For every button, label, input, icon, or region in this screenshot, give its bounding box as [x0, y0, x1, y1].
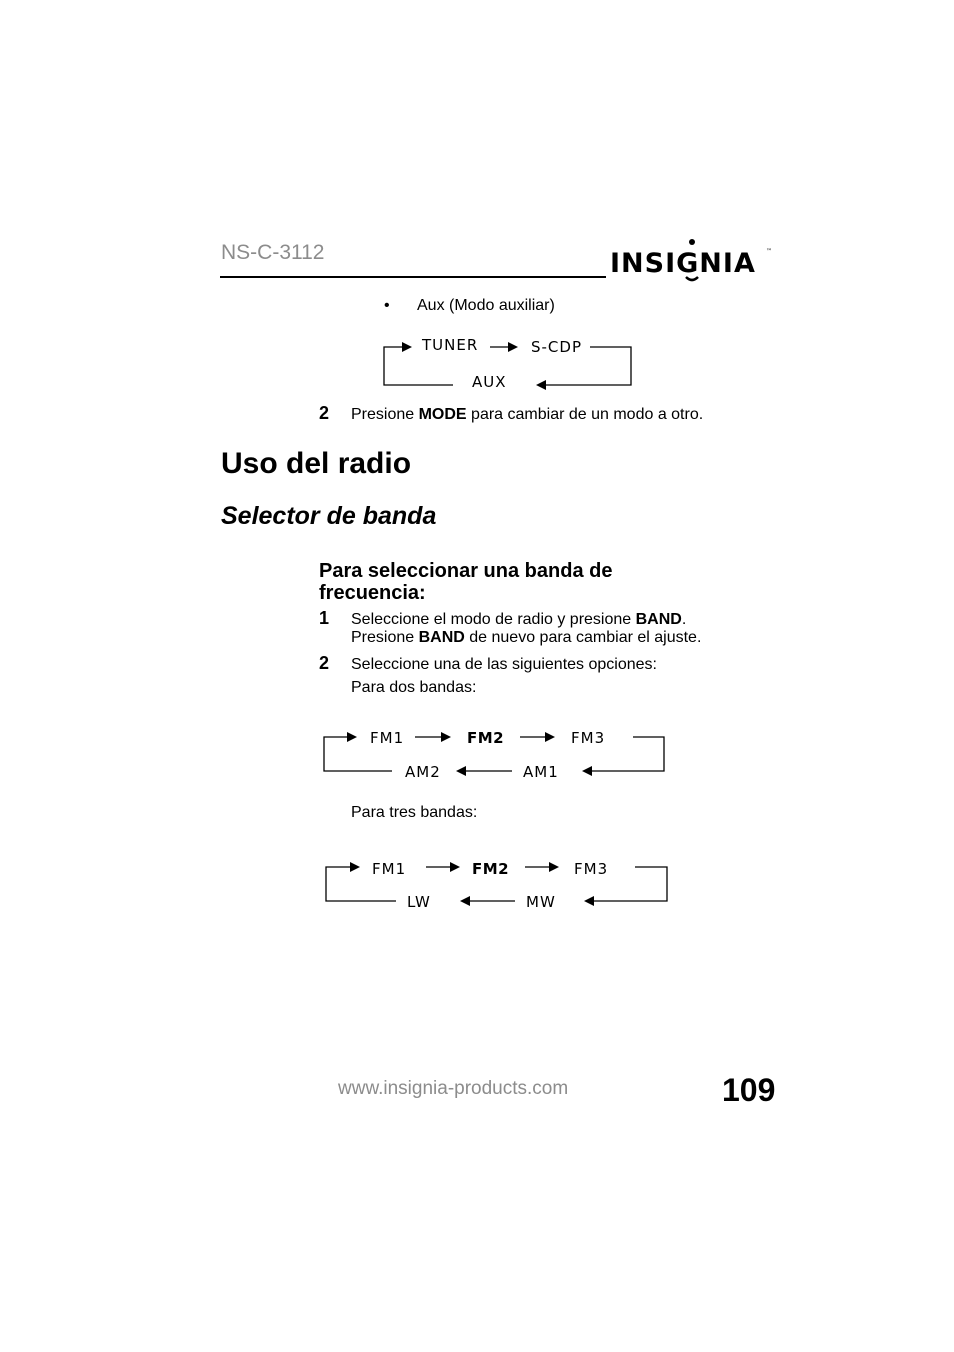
- step-1-line-2-bold: BAND: [418, 629, 465, 646]
- three-bands-node-fm1: FM1: [372, 860, 407, 878]
- insignia-logo: [610, 238, 775, 284]
- step-2-text: Seleccione una de las siguientes opciones:: [351, 656, 657, 673]
- svg-text:™: ™: [766, 248, 772, 255]
- step-1-line-2-before: Presione: [351, 629, 419, 646]
- three-bands-label: Para tres bandas:: [351, 804, 478, 821]
- step-1-line-1: [351, 611, 771, 629]
- three-bands-node-mw: MW: [526, 893, 556, 911]
- subsection-title: Selector de banda: [221, 502, 437, 530]
- step-1-line-1-before: Seleccione el modo de radio y presione: [351, 611, 636, 628]
- mode-step-text-before: Presione: [351, 406, 419, 423]
- model-number: NS-C-3112: [221, 241, 325, 264]
- bullet-aux-text: Aux (Modo auxiliar): [417, 297, 555, 314]
- mode-step-text: [351, 406, 703, 424]
- two-bands-label: Para dos bandas:: [351, 679, 477, 696]
- diagram-node-tuner: TUNER: [422, 336, 479, 354]
- svg-text:INSIGNIA: INSIGNIA: [610, 248, 756, 279]
- footer-website: www.insignia-products.com: [338, 1078, 569, 1099]
- section-title: Uso del radio: [221, 447, 412, 480]
- step-1-number: 1: [319, 608, 330, 628]
- step-1-line-1-bold: BAND: [635, 611, 682, 628]
- two-bands-node-am1: AM1: [523, 763, 559, 781]
- two-bands-diagram: [320, 722, 672, 784]
- step-1-line-2: [351, 629, 771, 647]
- bullet-marker: •: [384, 297, 390, 314]
- two-bands-node-fm1: FM1: [370, 729, 405, 747]
- mode-step-bold: MODE: [418, 406, 467, 423]
- three-bands-diagram: [322, 853, 674, 915]
- diagram-node-s-cdp: S-CDP: [531, 338, 583, 356]
- mode-cycle-diagram: [380, 330, 640, 392]
- step-1-line-2-after: de nuevo para cambiar el ajuste.: [464, 629, 702, 646]
- step-2-number: 2: [319, 653, 330, 673]
- two-bands-node-fm3: FM3: [571, 729, 606, 747]
- two-bands-node-fm2: FM2: [467, 729, 505, 747]
- procedure-title: Para seleccionar una banda de frecuencia:: [319, 560, 613, 604]
- page-number: 109: [722, 1072, 776, 1108]
- mode-step-text-after: para cambiar de un modo a otro.: [466, 406, 704, 423]
- header-rule: [220, 276, 606, 278]
- two-bands-node-am2: AM2: [405, 763, 441, 781]
- three-bands-node-lw: LW: [407, 893, 431, 911]
- diagram-node-aux: AUX: [472, 373, 507, 391]
- three-bands-node-fm2: FM2: [472, 860, 510, 878]
- step-1-line-1-after: .: [681, 611, 687, 628]
- mode-step-number: 2: [319, 403, 330, 423]
- three-bands-node-fm3: FM3: [574, 860, 609, 878]
- step-1-text: [351, 611, 771, 647]
